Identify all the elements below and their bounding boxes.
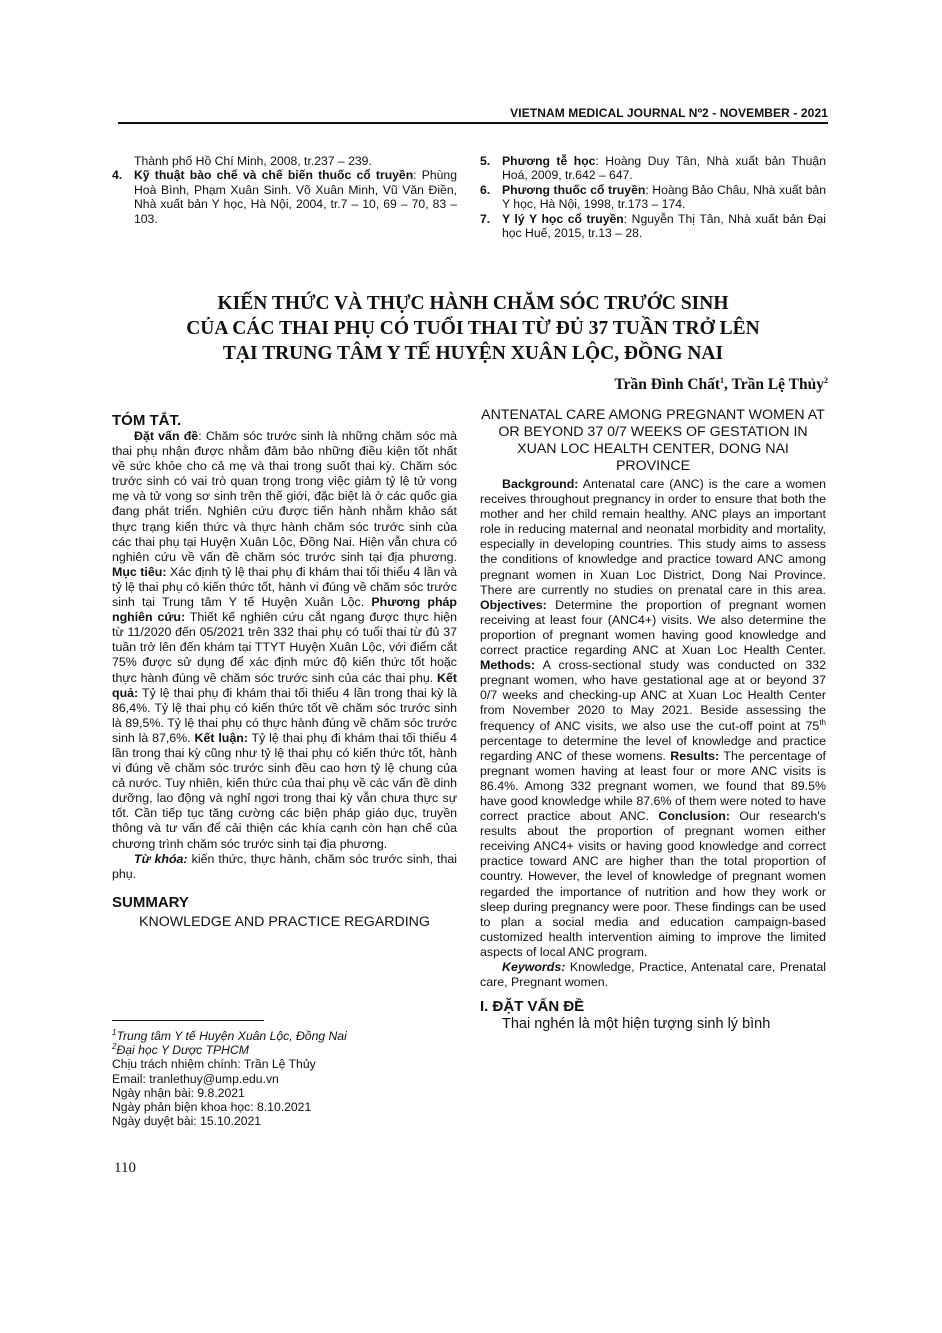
summary-en xyxy=(480,407,826,1032)
abstract-body xyxy=(112,429,457,852)
reference-title: Phương thuốc cổ truyền xyxy=(502,182,646,197)
reference-text xyxy=(502,154,826,183)
reference-text xyxy=(134,168,457,226)
reference-text xyxy=(502,183,826,212)
authors xyxy=(614,376,828,394)
summary-text: The percentage of pregnant women having at least four or more ANC visits is 86.4%. Among 332 pregnant women, we found that 89.5% have good knowledge while 87.6% of them were noted to have correct practice about ANC. xyxy=(480,748,826,824)
footnote-text: Trung tâm Y tế Huyện Xuân Lộc, Đồng Nai xyxy=(116,1029,347,1043)
summary-label: Results: xyxy=(670,748,720,763)
reference-item xyxy=(480,154,826,183)
footnote-email: Email: tranlethuy@ump.edu.vn xyxy=(112,1071,279,1086)
reference-number xyxy=(112,154,134,168)
summary-text: percentage to determine the level of knowledge and practice regarding ANC of these womens. xyxy=(480,733,826,763)
title-line: KIẾN THỨC VÀ THỰC HÀNH CHĂM SÓC TRƯỚC SINH xyxy=(217,293,729,314)
summary-text: A cross-sectional study was conducted on 332 pregnant women, who have gestational age at or beyond 37 0/7 weeks and checking-up ANC at Xuan Loc Health Center from November 2020 to May 2021. Beside assessing the frequency of ANC visits, we also use the cut-off point at 75 xyxy=(480,658,826,733)
page-number: 110 xyxy=(114,1160,136,1176)
author-name: Trần Đình Chất xyxy=(614,376,721,393)
reference-detail: : Nguyễn Thị Tân, Nhà xuất bản Đại học Huế, 2015, tr.13 – 28. xyxy=(502,211,826,241)
reference-title: Kỹ thuật bào chế và chế biến thuốc cổ truyền xyxy=(134,168,414,183)
keywords-label: Từ khóa: xyxy=(134,851,188,866)
summary-text: Antenatal care (ANC) is the care a women receives throughout pregnancy in order to ensure that both the mother and her child remain healthy. ANC plays an important role in reducing maternal and neonatal morbidity and mortality, especially in developing countries. This study aims to assess the conditions of knowledge and practice toward ANC among pregnant women in Xuan Loc District, Dong Nai Province. There are currently no studies on prenatal care in this area. xyxy=(480,477,826,597)
reference-item xyxy=(480,183,826,212)
reference-number: 7. xyxy=(480,211,491,226)
summary-title-continued: ANTENATAL CARE AMONG PREGNANT WOMEN AT OR BEYOND 37 0/7 WEEKS OF GESTATION IN XUAN LOC HEALTH CENTER, DONG NAI PROVINCE xyxy=(481,407,825,474)
summary-label: Conclusion: xyxy=(658,809,730,824)
summary-body xyxy=(480,477,826,960)
title-line: TẠI TRUNG TÂM Y TẾ HUYỆN XUÂN LỘC, ĐỒNG NAI xyxy=(222,343,724,364)
reference-detail: : Hoàng Duy Tân, Nhà xuất bản Thuận Hoá, 2009, tr.642 – 647. xyxy=(502,154,826,183)
reference-detail: : Phùng Hoà Bình, Phạm Xuân Sinh. Võ Xuân Minh, Vũ Văn Điền, Nhà xuất bản Y học, Hà Nội, 2004, tr.7 – 10, 69 – 70, 83 – 103. xyxy=(134,168,457,226)
author-name: Trần Lệ Thủy xyxy=(731,376,824,393)
footnote-received: Ngày nhận bài: 9.8.2021 xyxy=(112,1085,245,1100)
section-heading: I. ĐẶT VẤN ĐỀ xyxy=(480,998,585,1016)
reference-item xyxy=(480,212,826,241)
summary-label: Background: xyxy=(502,477,579,491)
section-intro: Thai nghén là một hiện tượng sinh lý bình xyxy=(502,1016,771,1033)
reference-text xyxy=(502,212,826,241)
superscript: th xyxy=(819,717,826,727)
references-left xyxy=(112,154,457,226)
reference-title: Phương tễ học xyxy=(502,154,596,168)
keywords-en xyxy=(480,960,826,990)
footnote-reviewed: Ngày phản biện khoa học: 8.10.2021 xyxy=(112,1100,312,1115)
author-affiliation-mark: 2 xyxy=(824,375,828,385)
summary-title-start: KNOWLEDGE AND PRACTICE REGARDING xyxy=(139,913,430,930)
header-rule xyxy=(118,122,828,124)
footnote-rule xyxy=(112,1020,264,1021)
references-right xyxy=(480,154,826,240)
reference-item xyxy=(112,154,457,168)
footnote-approved: Ngày duyệt bài: 15.10.2021 xyxy=(112,1114,262,1129)
abstract-text: : Chăm sóc trước sinh là những chăm sóc mà thai phụ nhận được nhằm đảm bảo những điều kiện tốt nhất về sức khỏe cho cả mẹ và thai trong suốt thai kỳ. Chăm sóc trước sinh có vai trò quan trọng trong việc giảm tỷ lệ tử vong mẹ và tử vong sơ sinh trên thế giới, đặc biệt là ở các quốc gia đang phát triển. Nghiên cứu được tiến hành nhằm khảo sát thực trạng kiến thức và thực hành chăm sóc trước sinh của các thai phụ tại Huyện Xuân Lộc, Đồng Nai. Hiện vẫn chưa có nghiên cứu về vấn đề chăm sóc trước sinh tại địa phương. xyxy=(112,429,457,564)
keywords-text: Knowledge, Practice, Antenatal care, Prenatal care, Pregnant women. xyxy=(480,960,826,990)
keywords-label: Keywords: xyxy=(502,960,566,974)
footnote-affiliation xyxy=(112,1043,457,1057)
abstract-text: Xác định tỷ lệ thai phụ đi khám thai tối thiểu 4 lần và tỷ lệ thai phụ có kiến thức tốt, hành vi đúng về chăm sóc trước sinh tại Trung tâm Y tế Huyện Xuân Lộc. xyxy=(112,564,457,610)
reference-item xyxy=(112,168,457,226)
summary-text: Determine the proportion of pregnant women receiving at least four (ANC4+) visits. We also determine the proportion of pregnant women having good knowledge and correct practice regarding ANC at Xuan Loc Health Center. xyxy=(480,597,826,658)
abstract-label: Kết quả: xyxy=(112,670,457,700)
summary-heading: SUMMARY xyxy=(112,893,189,911)
footnote-affiliation xyxy=(112,1029,457,1043)
footnote-mark: 1 xyxy=(112,1027,117,1037)
footnote-text: Đại học Y Dược TPHCM xyxy=(116,1043,249,1058)
footnotes xyxy=(112,1029,457,1128)
abstract-text: Tỷ lệ thai phụ đi khám thai tối thiểu 4 lần trong thai kỳ là 86,4%. Tỷ lệ thai phụ có kiến thức tốt về chăm sóc trước sinh là 89,5%. Tỷ lệ thai phụ có thực hành đúng về chăm sóc trước sinh là 87,6%. xyxy=(112,685,457,745)
abstract-text: Tỷ lệ thai phụ đi khám thai tối thiểu 4 lần trong thai kỳ cũng như tỷ lệ thai phụ có kiến thức tốt, hành vi đúng về chăm sóc trước sinh đều cao hơn tỷ lệ chung của cả nước. Tuy nhiên, kiến thức của thai phụ về các vấn đề dinh dưỡng, lao động và nghỉ ngơi trong thai kỳ vẫn chưa thực sự tốt. Cần tiếp tục tăng cường các biện pháp giáo dục, truyền thông và tư vấn để cải thiện các khía cạnh còn hạn chế của chương trình chăm sóc trước sinh tại địa phương. xyxy=(112,730,458,851)
summary-label: Objectives: xyxy=(480,597,547,612)
abstract-text: Thiết kế nghiên cứu cắt ngang được thực hiện từ 11/2020 đến 05/2021 trên 332 thai phụ có tuổi thai từ đủ 37 tuần trở lên đến khám tại TTYT Huyện Xuân Lộc, với điểm cắt 75% được sử dụng để xác định mức độ kiến thức tốt hoặc thực hành đúng về chăm sóc trước sinh của các thai phụ. xyxy=(112,610,457,685)
keywords-vi xyxy=(112,852,457,882)
summary-text: Our research's results about the proportion of pregnant women either receiving ANC4+ visits or having good knowledge and correct practice toward ANC are higher than the total proportion of country. However, the level of knowledge of pregnant women regarded the importance of nutrition and how they work or sleep during pregnancy were poor. These findings can be used to plan a social media and education campaign-based customized health intervention aiming to improve the limited aspects of local ANC program. xyxy=(480,809,826,959)
abstract-label: Phương pháp nghiên cứu: xyxy=(112,595,457,625)
keywords-text: kiến thức, thực hành, chăm sóc trước sinh, thai phụ. xyxy=(112,851,457,881)
summary-label: Methods: xyxy=(480,658,536,673)
reference-detail: Thành phố Hồ Chí Minh, 2008, tr.237 – 239. xyxy=(134,154,372,168)
reference-detail: : Hoàng Bảo Châu, Nhà xuất bản Y học, Hà Nội, 1998, tr.173 – 174. xyxy=(502,182,826,212)
abstract-vi xyxy=(112,412,457,931)
title-line: CỦA CÁC THAI PHỤ CÓ TUỔI THAI TỪ ĐỦ 37 TUẦN TRỞ LÊN xyxy=(186,318,760,339)
author-affiliation-mark: 1 xyxy=(720,375,725,385)
footnote-mark: 2 xyxy=(112,1042,117,1052)
reference-number: 4. xyxy=(112,168,123,183)
abstract-label: Kết luận: xyxy=(194,730,248,745)
reference-title: Y lý Y học cổ truyền xyxy=(502,211,624,226)
reference-number: 5. xyxy=(480,154,491,168)
footnote-responsible: Chịu trách nhiệm chính: Trần Lệ Thủy xyxy=(112,1057,316,1072)
article-title xyxy=(118,291,828,366)
abstract-label: Mục tiêu: xyxy=(112,564,167,579)
abstract-label: Đặt vấn đề xyxy=(134,429,199,443)
author-separator: , xyxy=(724,376,732,393)
reference-number: 6. xyxy=(480,182,491,197)
abstract-heading: TÓM TẮT. xyxy=(112,412,182,429)
reference-text xyxy=(134,154,457,168)
journal-header: VIETNAM MEDICAL JOURNAL Nº2 - NOVEMBER - 2021 xyxy=(510,106,828,120)
